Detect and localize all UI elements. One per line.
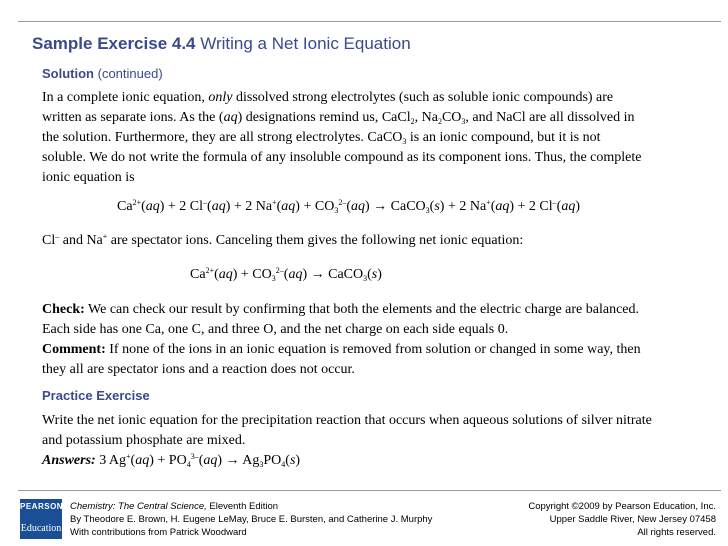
text: PO	[263, 453, 282, 468]
text: Ca	[190, 267, 206, 282]
charge: 2–	[275, 266, 284, 275]
text: ) + CO	[295, 199, 335, 214]
spectator-ions-line	[42, 233, 523, 249]
state: aq	[135, 453, 150, 468]
page-title	[32, 34, 411, 54]
practice-heading	[42, 388, 150, 403]
text: ionic equation is	[42, 170, 135, 185]
book-title: Chemistry: The Central Science,	[70, 501, 207, 512]
complete-ionic-equation: $Ca^{2+}(aq) + 2$ Cl–(aq) + 2 $Na^+(aq) + CO_3^{2-}(aq)$ → CaCO$_3$(s) + 2 Na+(aq) + 2 Cl–(aq)	[117, 198, 580, 215]
emphasis: only	[208, 90, 233, 105]
text: ) + 2 Cl	[159, 199, 204, 214]
solution-paragraph	[42, 88, 682, 188]
text: ) → Ag	[217, 453, 260, 468]
rights: All rights reserved.	[637, 527, 716, 538]
subscript: 4	[186, 460, 191, 469]
text: and Na	[59, 233, 103, 248]
state: s	[371, 267, 378, 282]
practice-paragraph: Write the net ionic equation for the precipitation reaction that occurs when aqueous solutions of silver nitrate and potassium phosphate are mixed. Answers: 3 $Ag^+(aq) + PO_4^{3-}(aq) \to Ag_3PO_4(s)$	[42, 411, 682, 471]
exercise-label: Sample Exercise 4.4	[32, 34, 196, 53]
charge: +	[272, 198, 277, 207]
practice-label: Practice Exercise	[42, 388, 150, 403]
subscript: 3	[271, 274, 276, 283]
charge: +	[486, 198, 491, 207]
charge: +	[102, 232, 108, 241]
charge: –	[552, 198, 557, 207]
text: We can check our result by confirming that both the elements and the electric charge are balanced.	[84, 302, 640, 317]
charge: –	[203, 198, 208, 207]
state: aq	[203, 453, 218, 468]
state: aq	[281, 199, 296, 214]
bottom-divider	[18, 490, 721, 491]
text: dissolved strong electrolytes (such as soluble ionic compounds) are	[232, 90, 614, 105]
contributors: With contributions from Patrick Woodward	[70, 527, 247, 538]
text: is an ionic compound, but it is not	[406, 130, 601, 145]
text: ) designations remind us, CaCl	[237, 110, 411, 125]
text: ) → CaCO	[364, 199, 426, 214]
text: Each side has one Ca, one C, and three O, and the net charge on each side equals 0.	[42, 322, 509, 337]
subscript: 2	[437, 117, 442, 126]
exercise-title: Writing a Net Ionic Equation	[200, 34, 411, 53]
state: s	[434, 199, 440, 214]
pearson-logo	[20, 499, 62, 539]
footer-credits	[70, 500, 432, 539]
text: written as separate ions. As the (	[42, 110, 224, 125]
emphasis: aq	[223, 110, 238, 125]
state: aq	[495, 199, 510, 214]
subscript: 4	[281, 460, 286, 469]
charge: 2–	[338, 198, 347, 207]
state: aq	[145, 199, 160, 214]
charge: 3–	[190, 452, 199, 461]
text: and potassium phosphate are mixed.	[42, 433, 246, 448]
subscript: 3	[334, 206, 339, 215]
net-ionic-equation: $Ca^{2+}(aq) + CO_3^{2-}(aq)$ → CaCO$_3$(s)	[190, 266, 382, 283]
text: In a complete ionic equation,	[42, 90, 209, 105]
text: ) + PO	[149, 453, 187, 468]
address: Upper Saddle River, New Jersey 07458	[549, 514, 716, 525]
subscript: 2	[410, 117, 415, 126]
copyright: Copyright ©2009 by Pearson Education, Inc.	[528, 501, 716, 512]
text: , Na	[414, 110, 438, 125]
text: Cl	[42, 233, 56, 248]
text: ) + 2 Na	[439, 199, 487, 214]
comment-label: Comment:	[42, 342, 106, 357]
state: aq	[218, 267, 233, 282]
state: s	[289, 453, 296, 468]
top-divider	[18, 21, 721, 22]
authors: By Theodore E. Brown, H. Eugene LeMay, Bruce E. Bursten, and Catherine J. Murphy	[70, 514, 433, 525]
state: aq	[288, 267, 303, 282]
text: ) + 2 Cl	[509, 199, 553, 214]
text: ) + 2 Na	[225, 199, 273, 214]
state: aq	[350, 199, 365, 214]
text: soluble. We do not write the formula of any insoluble compound as its component ions. Thus, the complete	[42, 150, 642, 165]
state: aq	[211, 199, 226, 214]
text: ) → CaCO	[302, 267, 364, 282]
answers-label: Answers:	[42, 453, 96, 468]
text: , and NaCl are all dissolved in	[465, 110, 635, 125]
text: CO	[441, 110, 462, 125]
footer-copyright	[528, 500, 716, 539]
subscript: 3	[425, 206, 430, 215]
text: are spectator ions. Canceling them gives the following net ionic equation:	[107, 233, 524, 248]
charge: 2+	[132, 198, 142, 207]
logo-text: PEARSON	[20, 502, 64, 511]
subscript: 3	[363, 274, 368, 283]
check-comment-block	[42, 300, 682, 380]
logo-text: Education	[20, 523, 62, 534]
check-label: Check:	[42, 302, 85, 317]
solution-label: Solution	[42, 66, 94, 81]
text: 3 Ag	[95, 453, 127, 468]
subscript: 3	[402, 137, 407, 146]
subscript: 3	[461, 117, 466, 126]
solution-heading	[42, 66, 163, 81]
text: they all are spectator ions and a reaction does not occur.	[42, 362, 355, 377]
subscript: 3	[259, 460, 264, 469]
text: If none of the ions in an ionic equation is removed from solution or changed in some way, then	[105, 342, 641, 357]
solution-suffix: (continued)	[97, 66, 163, 81]
text: ) + CO	[232, 267, 272, 282]
text: the solution. Furthermore, they are all strong electrolytes. CaCO	[42, 130, 403, 145]
text: Ca	[117, 199, 133, 214]
charge: –	[55, 232, 60, 241]
state: aq	[561, 199, 576, 214]
edition: Eleventh Edition	[206, 501, 279, 512]
charge: +	[126, 452, 131, 461]
text: Write the net ionic equation for the precipitation reaction that occurs when aqueous solutions of silver nitrate	[42, 413, 652, 428]
charge: 2+	[205, 266, 215, 275]
